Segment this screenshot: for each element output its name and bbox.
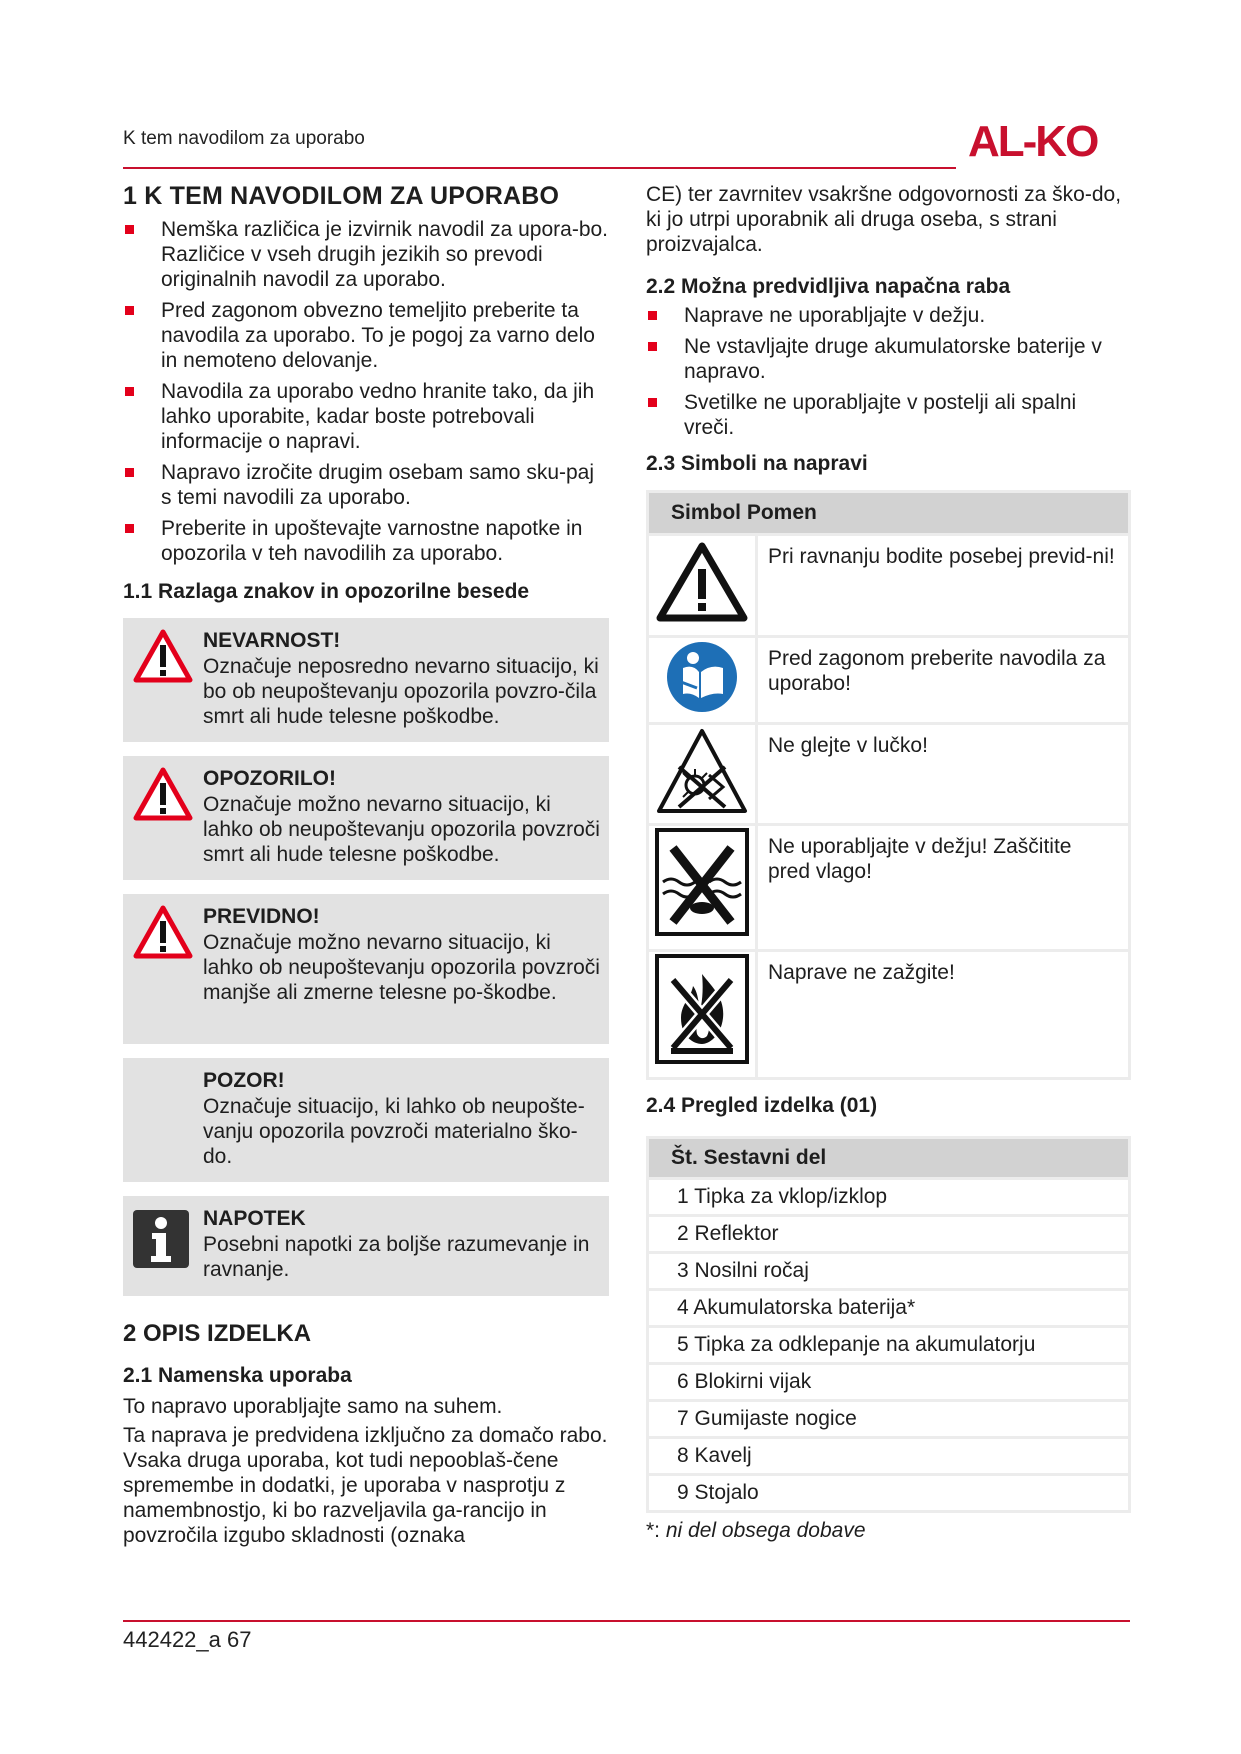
read-manual-icon	[653, 638, 751, 716]
part-item: 7 Gumijaste nogice	[648, 1401, 1130, 1438]
section-2-1-title: 2.1 Namenska uporaba	[123, 1364, 352, 1387]
no-rain-icon	[653, 826, 751, 938]
parts-table	[646, 1136, 1131, 1513]
misuse-bullets	[646, 303, 1131, 440]
part-item: 1 Tipka za vklop/izklop	[648, 1179, 1130, 1216]
part-item: 3 Nosilni ročaj	[648, 1253, 1130, 1290]
notice-text: Označuje situacijo, ki lahko ob neupošte-vanju opozorila povzroči materialno ško-do.	[203, 1095, 585, 1168]
header-rule	[123, 167, 956, 169]
intended-use-p1: To napravo uporabljajte samo na suhem.	[123, 1395, 503, 1418]
danger-text: Označuje neposredno nevarno situacijo, ki bo ob neupoštevanju opozorila povzro-čila smrt ali hude telesne poškodbe.	[203, 655, 599, 728]
footnote-text: ni del obsega dobave	[665, 1519, 866, 1542]
tip-box	[123, 1196, 609, 1296]
parts-table-header: Št. Sestavni del	[648, 1138, 1130, 1179]
list-item: Pred zagonom obvezno temeljito preberite ta navodila za uporabo. To je pogoj za varno delo in nemoteno delovanje.	[123, 298, 609, 373]
no-look-into-light-icon	[653, 725, 751, 817]
intended-use-p2-continued: CE) ter zavrnitev vsakršne odgovornosti za ško-do, ki jo utrpi uporabnik ali druga oseba, s strani proizvajalca.	[646, 183, 1122, 256]
section-2-4-title: 2.4 Pregled izdelka (01)	[646, 1094, 878, 1117]
symbol-cell	[648, 637, 757, 724]
tip-title: NAPOTEK	[203, 1207, 306, 1230]
table-row	[648, 1179, 1130, 1216]
warning-title: OPOZORILO!	[203, 767, 336, 790]
section-1-bullets	[123, 217, 609, 566]
alko-logo	[968, 118, 1130, 162]
list-item: Nemška različica je izvirnik navodil za upora-bo. Različice v vseh drugih jezikih so prevodi originalnih navodil za uporabo.	[123, 217, 609, 292]
symbol-meaning: Pri ravnanju bodite posebej previd-ni!	[757, 535, 1130, 637]
footnote	[646, 1519, 1131, 1543]
running-header: K tem navodilom za uporabo	[123, 128, 365, 149]
info-icon	[133, 1210, 189, 1268]
table-row	[648, 1253, 1130, 1290]
section-2-title: 2 OPIS IZDELKA	[123, 1320, 312, 1347]
tip-text: Posebni napotki za boljše razumevanje in ravnanje.	[203, 1233, 590, 1281]
table-row	[648, 1438, 1130, 1475]
table-row	[648, 1364, 1130, 1401]
list-item: Preberite in upoštevajte varnostne napotke in opozorila v teh navodilih za uporabo.	[123, 516, 609, 566]
table-row	[648, 1327, 1130, 1364]
section-1-1-title: 1.1 Razlaga znakov in opozorilne besede	[123, 580, 530, 603]
part-item: 8 Kavelj	[648, 1438, 1130, 1475]
part-item: 9 Stojalo	[648, 1475, 1130, 1512]
warning-triangle-icon	[133, 766, 193, 822]
list-item: Napravo izročite drugim osebam samo sku-paj s temi navodili za uporabo.	[123, 460, 609, 510]
symbols-table	[646, 490, 1131, 1080]
caution-box	[123, 894, 609, 1044]
no-burn-icon	[653, 952, 751, 1066]
section-2-2-title: 2.2 Možna predvidljiva napačna raba	[646, 275, 1011, 298]
list-item: Svetilke ne uporabljajte v postelji ali spalni vreči.	[646, 390, 1131, 440]
part-item: 6 Blokirni vijak	[648, 1364, 1130, 1401]
part-item: 5 Tipka za odklepanje na akumulatorju	[648, 1327, 1130, 1364]
danger-title: NEVARNOST!	[203, 629, 341, 652]
section-1-title: 1 K TEM NAVODILOM ZA UPORABO	[123, 182, 560, 210]
table-row	[648, 1216, 1130, 1253]
page-number: 442422_a 67	[123, 1627, 252, 1652]
warning-triangle-icon	[133, 628, 193, 684]
list-item: Navodila za uporabo vedno hranite tako, da jih lahko uporabite, kadar boste potrebovali informacije o napravi.	[123, 379, 609, 454]
footnote-mark: *:	[646, 1519, 661, 1542]
notice-box	[123, 1058, 609, 1182]
list-item: Ne vstavljajte druge akumulatorske baterije v napravo.	[646, 334, 1131, 384]
table-row	[648, 724, 1130, 825]
symbol-meaning: Ne glejte v lučko!	[757, 724, 1130, 825]
list-item: Naprave ne uporabljajte v dežju.	[646, 303, 1131, 328]
table-row	[648, 951, 1130, 1079]
right-column	[646, 182, 1131, 1543]
table-row	[648, 1401, 1130, 1438]
symbol-cell	[648, 951, 757, 1079]
symbol-cell	[648, 724, 757, 825]
table-row	[648, 825, 1130, 951]
symbols-table-header: Simbol Pomen	[648, 492, 1130, 535]
caution-title: PREVIDNO!	[203, 905, 320, 928]
warning-triangle-icon	[653, 536, 751, 626]
warning-triangle-icon	[133, 904, 193, 960]
footer-rule	[123, 1620, 1130, 1622]
table-row	[648, 637, 1130, 724]
symbol-meaning: Pred zagonom preberite navodila za uporabo!	[757, 637, 1130, 724]
caution-text: Označuje možno nevarno situacijo, ki lahko ob neupoštevanju opozorila povzroči manjše ali zmerne telesne po-škodbe.	[203, 931, 600, 1004]
left-column	[123, 182, 609, 1548]
warning-text: Označuje možno nevarno situacijo, ki lahko ob neupoštevanju opozorila povzroči smrt ali hude telesne poškodbe.	[203, 793, 600, 866]
svg-text:AL-KO: AL-KO	[968, 118, 1098, 162]
symbol-meaning: Naprave ne zažgite!	[757, 951, 1130, 1079]
symbol-meaning: Ne uporabljajte v dežju! Zaščitite pred vlago!	[757, 825, 1130, 951]
danger-box	[123, 618, 609, 742]
symbol-cell	[648, 825, 757, 951]
intended-use-p2: Ta naprava je predvidena izključno za domačo rabo. Vsaka druga uporaba, kot tudi nepooblaš-čene spremembe in dodatki, je uporaba v nasprotju z namembnostjo, ki bo razveljavila ga-rancijo in povzročila izgubo skladnosti (oznaka	[123, 1424, 608, 1547]
notice-title: POZOR!	[203, 1069, 285, 1092]
part-item: 2 Reflektor	[648, 1216, 1130, 1253]
table-row	[648, 1290, 1130, 1327]
table-row	[648, 1475, 1130, 1512]
section-2-3-title: 2.3 Simboli na napravi	[646, 452, 868, 475]
symbol-cell	[648, 535, 757, 637]
table-row	[648, 535, 1130, 637]
part-item: 4 Akumulatorska baterija*	[648, 1290, 1130, 1327]
warning-box	[123, 756, 609, 880]
